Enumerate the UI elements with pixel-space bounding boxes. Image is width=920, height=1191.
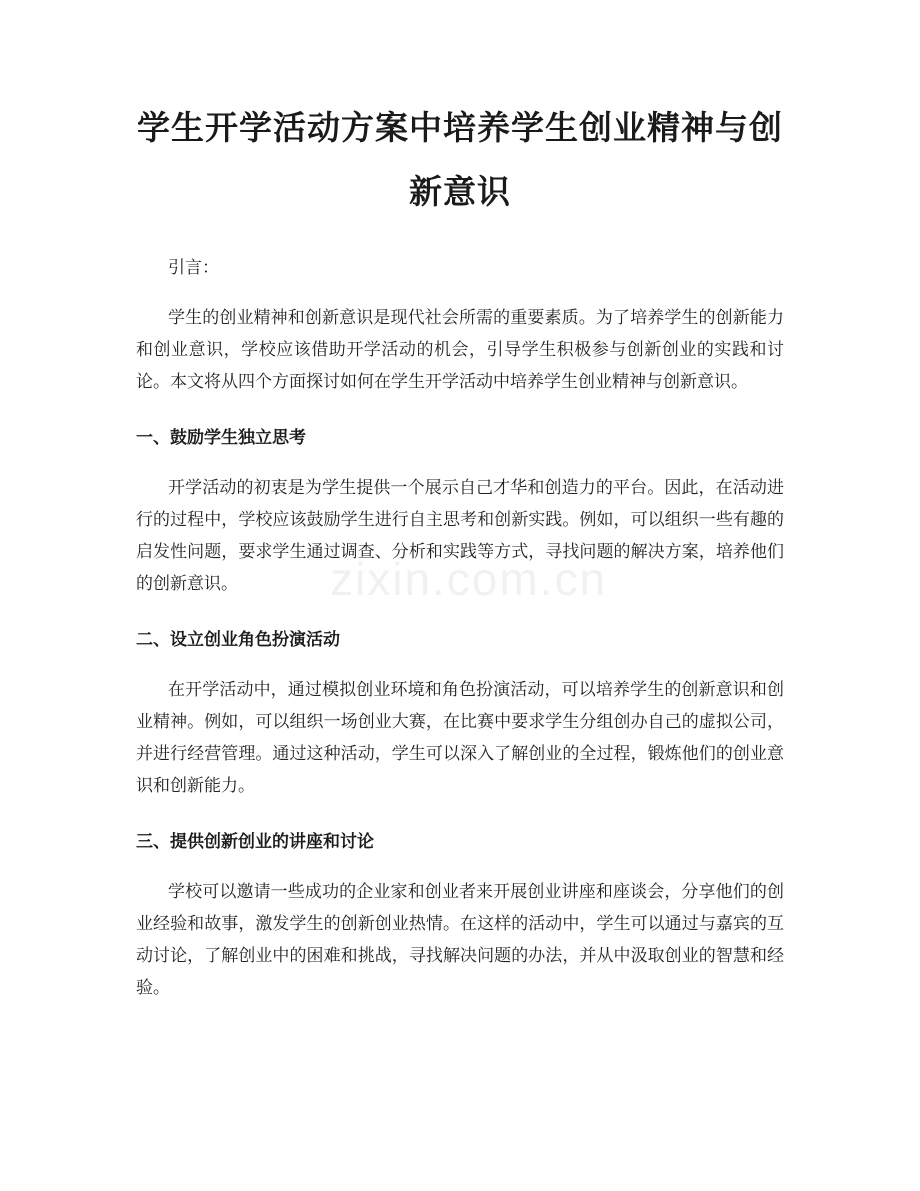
section-paragraph-2: 在开学活动中，通过模拟创业环境和角色扮演活动，可以培养学生的创新意识和创业精神。例如，可以组织一场创业大赛，在比赛中要求学生分组创办自己的虚拟公司，并进行经营管理。通过这种活动，学生可以深入了解创业的全过程，锻炼他们的创业意识和创新能力。 (136, 680, 784, 796)
section-paragraph-3: 学校可以邀请一些成功的企业家和创业者来开展创业讲座和座谈会，分享他们的创业经验和故事，激发学生的创新创业热情。在这样的活动中，学生可以通过与嘉宾的互动讨论，了解创业中的困难和挑战，寻找解决问题的办法，并从中汲取创业的智慧和经验。 (136, 882, 784, 998)
document-title: 学生开学活动方案中培养学生创业精神与创新意识 (137, 108, 783, 211)
section-paragraph-1: 开学活动的初衷是为学生提供一个展示自己才华和创造力的平台。因此，在活动进行的过程中，学校应该鼓励学生进行自主思考和创新实践。例如，可以组织一些有趣的启发性问题，要求学生通过调查、分析和实践等方式，寻找问题的解决方案，培养他们的创新意识。 (136, 478, 784, 594)
intro-label: 引言： (168, 258, 219, 278)
section-heading-1: 一、鼓励学生独立思考 (136, 428, 306, 448)
watermark: zixin.com.cn (330, 553, 608, 605)
section-heading-2: 二、设立创业角色扮演活动 (136, 630, 340, 650)
intro-paragraph: 学生的创业精神和创新意识是现代社会所需的重要素质。为了培养学生的创新能力和创业意识，学校应该借助开学活动的机会，引导学生积极参与创新创业的实践和讨论。本文将从四个方面探讨如何在学生开学活动中培养学生创业精神与创新意识。 (136, 308, 784, 392)
section-heading-3: 三、提供创新创业的讲座和讨论 (136, 832, 374, 852)
